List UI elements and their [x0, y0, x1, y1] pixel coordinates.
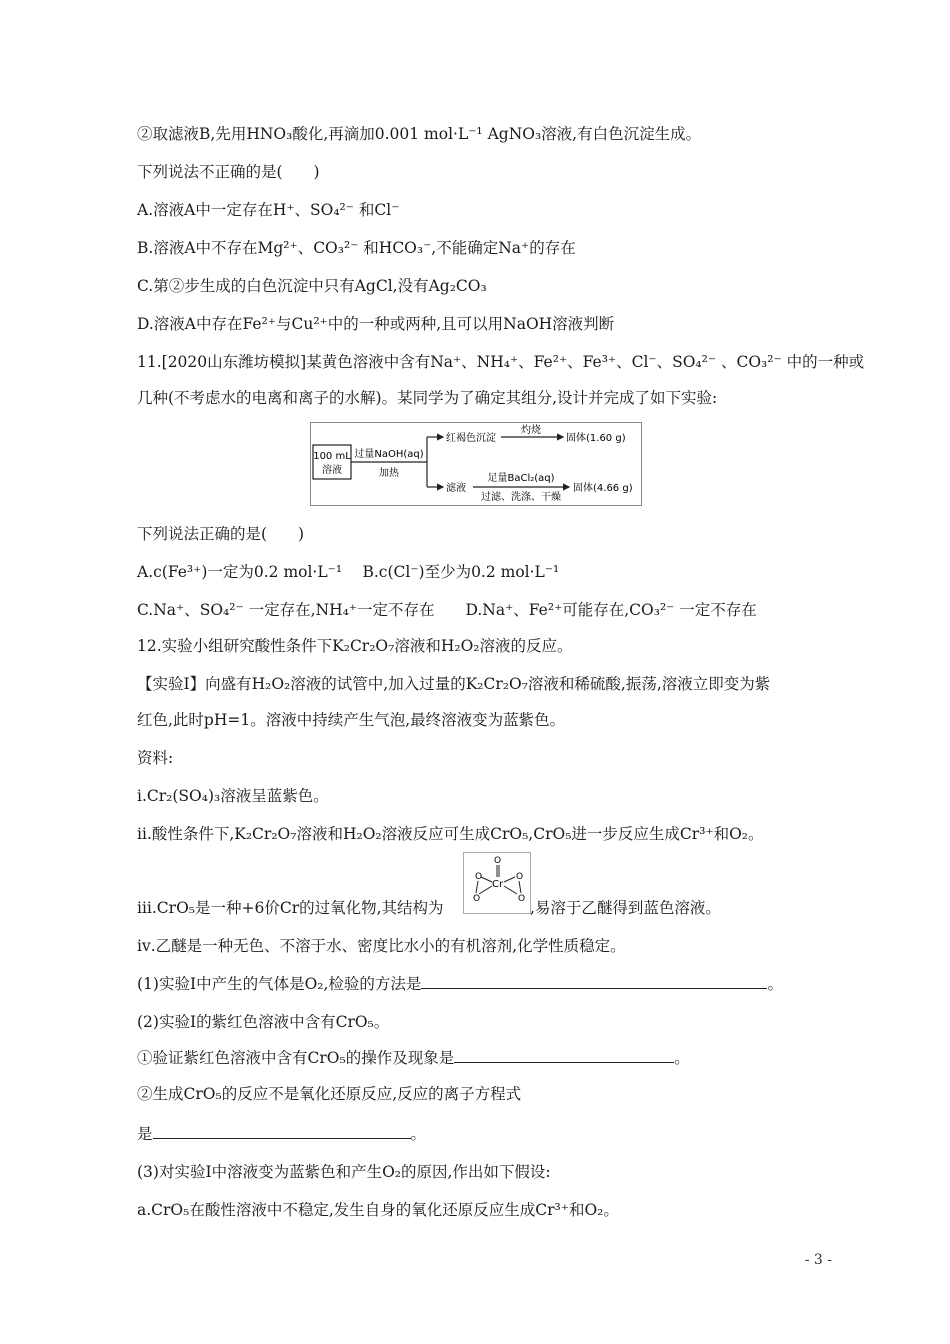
option-c: C.第②步生成的白色沉淀中只有AgCl,没有Ag₂CO₃	[137, 277, 487, 295]
hypothesis-a: a.CrO₅在酸性溶液中不稳定,发生自身的氧化还原反应生成Cr³⁺和O₂。	[137, 1201, 619, 1219]
page-number: - 3 -	[804, 1252, 832, 1268]
bottom-op-reagent: 足量BaCl₂(aq)	[487, 473, 555, 484]
option-d: D.溶液A中存在Fe²⁺与Cu²⁺中的一种或两种,且可以用NaOH溶液判断	[137, 315, 615, 333]
atom-o-left-top: O	[475, 872, 483, 882]
flowchart-svg	[311, 423, 641, 505]
question-2-2-prefix: 是	[137, 1125, 153, 1143]
question-1-end: 。	[767, 975, 783, 993]
option-a: A.溶液A中一定存在H⁺、SO₄²⁻ 和Cl⁻	[137, 201, 400, 219]
options-ab: A.c(Fe³⁺)一定为0.2 mol·L⁻¹ B.c(Cl⁻)至少为0.2 mol·L⁻¹	[137, 563, 560, 581]
top-op-label: 灼烧	[521, 425, 541, 436]
option-b: B.溶液A中不存在Mg²⁺、CO₃²⁻ 和HCO₃⁻,不能确定Na⁺的存在	[137, 239, 576, 257]
atom-o-right-bottom: O	[518, 894, 526, 904]
atom-cr: Cr	[492, 879, 504, 890]
question-2-1	[137, 1046, 890, 1070]
answer-blank-2[interactable]	[454, 1046, 674, 1063]
start-label-1: 100 mL	[313, 451, 351, 462]
bond	[476, 881, 478, 893]
question-2-1-end: 。	[674, 1049, 690, 1067]
question-2-2-answer	[137, 1122, 890, 1146]
materials-heading: 资料:	[137, 749, 174, 767]
material-iii-part1: ⅲ.CrO₅是一种+6价Cr的过氧化物,其结构为	[137, 899, 444, 917]
experiment-1-cont: 红色,此时pH=1。溶液中持续产生气泡,最终溶液变为蓝紫色。	[137, 711, 566, 729]
question-11-prompt: 下列说法正确的是( )	[137, 525, 305, 543]
bond	[519, 881, 521, 893]
structure-svg	[464, 853, 530, 913]
bottom-result: 固体(4.66 g)	[573, 483, 633, 494]
material-i: ⅰ.Cr₂(SO₄)₃溶液呈蓝紫色。	[137, 787, 329, 805]
bond	[504, 886, 517, 894]
cro5-structure	[463, 852, 531, 914]
question-11-stem-cont: 几种(不考虑水的电离和离子的水解)。某同学为了确定其组分,设计并完成了如下实验:	[137, 389, 718, 407]
options-cd: C.Na⁺、SO₄²⁻ 一定存在,NH₄⁺一定不存在 D.Na⁺、Fe²⁺可能存在,CO₃²⁻ 一定不存在	[137, 601, 757, 619]
atom-o-top: O	[494, 856, 502, 866]
material-ii: ⅱ.酸性条件下,K₂Cr₂O₇溶液和H₂O₂溶液反应可生成CrO₅,CrO₅进一步反应生成Cr³⁺和O₂。	[137, 825, 764, 843]
material-iv: ⅳ.乙醚是一种无色、不溶于水、密度比水小的有机溶剂,化学性质稳定。	[137, 937, 626, 955]
step1-condition: 加热	[379, 468, 399, 479]
bond	[479, 886, 492, 894]
question-11-stem: 11.[2020山东潍坊模拟]某黄色溶液中含有Na⁺、NH₄⁺、Fe²⁺、Fe³⁺、Cl⁻、SO₄²⁻ 、CO₃²⁻ 中的一种或	[137, 353, 865, 371]
question-1-text: (1)实验Ⅰ中产生的气体是O₂,检验的方法是	[137, 975, 422, 993]
experiment-flowchart	[310, 422, 642, 506]
experiment-1: 【实验Ⅰ】向盛有H₂O₂溶液的试管中,加入过量的K₂Cr₂O₇溶液和稀硫酸,振荡,溶液立即变为紫	[137, 675, 771, 693]
answer-blank-1[interactable]	[421, 972, 767, 989]
start-label-2: 溶液	[322, 465, 342, 476]
question-2-2: ②生成CrO₅的反应不是氧化还原反应,反应的离子方程式	[137, 1085, 522, 1103]
question-prompt: 下列说法不正确的是( )	[137, 163, 320, 181]
top-branch-label: 红褐色沉淀	[446, 433, 496, 444]
answer-blank-3[interactable]	[153, 1122, 411, 1139]
top-result: 固体(1.60 g)	[566, 433, 626, 444]
atom-o-left-bottom: O	[473, 894, 481, 904]
bond	[481, 877, 492, 882]
question-3: (3)对实验Ⅰ中溶液变为蓝紫色和产生O₂的原因,作出如下假设:	[137, 1163, 551, 1181]
question-2-2-end: 。	[410, 1125, 427, 1143]
text-line: ②取滤液B,先用HNO₃酸化,再滴加0.001 mol·L⁻¹ AgNO₃溶液,有白色沉淀生成。	[137, 125, 702, 143]
bottom-branch-label: 滤液	[446, 483, 466, 494]
question-2-1-text: ①验证紫红色溶液中含有CrO₅的操作及现象是	[137, 1049, 455, 1067]
atom-o-right-top: O	[516, 872, 524, 882]
question-1	[137, 972, 890, 996]
bottom-op-steps: 过滤、洗涤、干燥	[481, 492, 561, 503]
material-iii-part2: ,易溶于乙醚得到蓝色溶液。	[530, 899, 721, 917]
step1-reagent: 过量NaOH(aq)	[354, 449, 424, 460]
question-12-stem: 12.实验小组研究酸性条件下K₂Cr₂O₇溶液和H₂O₂溶液的反应。	[137, 637, 573, 655]
question-2: (2)实验Ⅰ的紫红色溶液中含有CrO₅。	[137, 1013, 390, 1031]
bond	[504, 877, 515, 882]
